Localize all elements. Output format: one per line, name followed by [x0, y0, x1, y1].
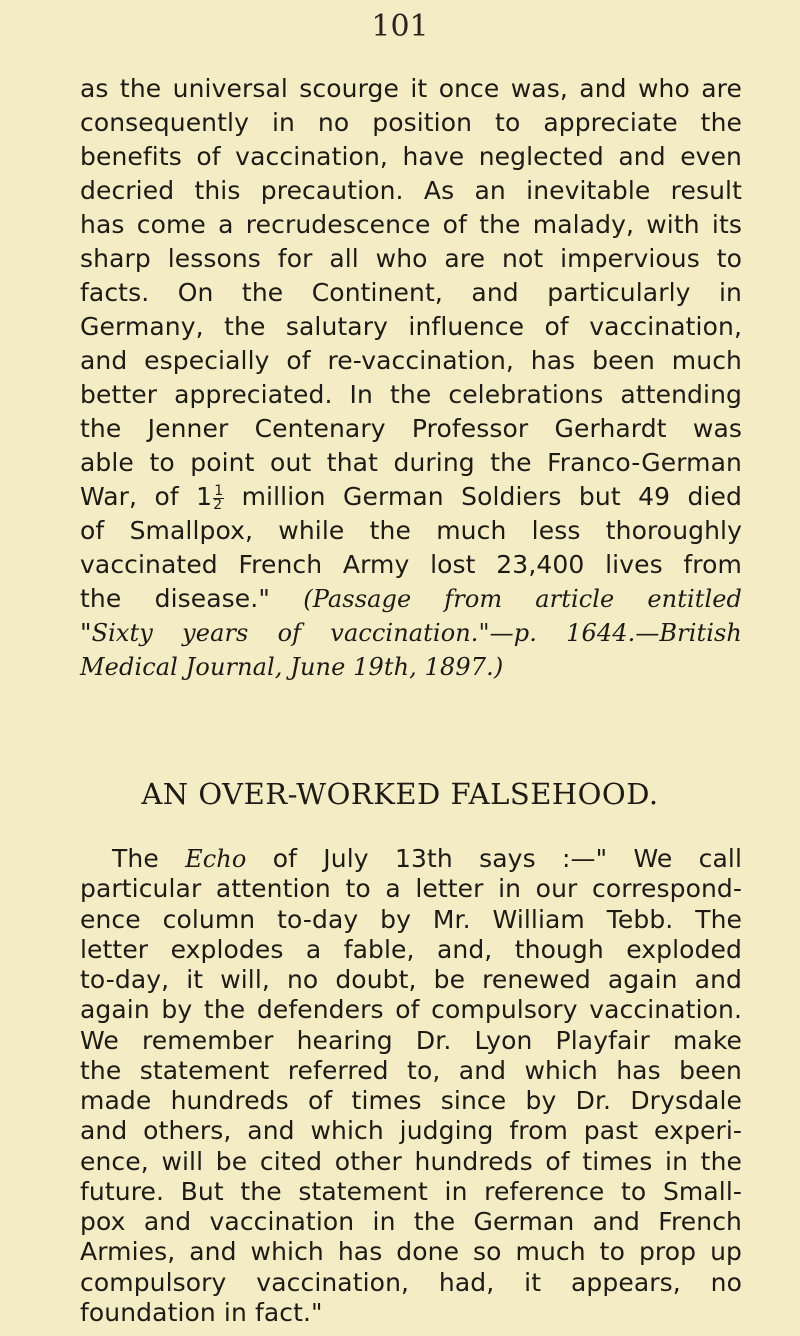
text-line: ence, will be cited other hundreds of times in the	[80, 1147, 742, 1176]
text-line: compulsory vaccination, had, it appears, no	[80, 1268, 742, 1297]
citation-title: Sixty years of vaccination."—p. 1644.—British	[91, 619, 742, 647]
newspaper-name: Echo	[185, 845, 247, 873]
text-line: better appreciated. In the celebrations attending	[80, 380, 742, 409]
text-line: again by the defenders of compulsory vaccination.	[80, 995, 742, 1024]
text-line: Armies, and which has done so much to prop up	[80, 1237, 742, 1266]
text-line: able to point out that during the Franco-German	[80, 448, 742, 477]
text-fragment: of July 13th says :—" We call	[272, 844, 743, 873]
text-line: the Jenner Centenary Professor Gerhardt was	[80, 414, 742, 443]
text-fragment: million German Soldiers but 49 died	[241, 482, 742, 511]
text-line: foundation in fact."	[80, 1298, 323, 1327]
text-line: sharp lessons for all who are not impervious to	[80, 244, 742, 273]
text-line: pox and vaccination in the German and French	[80, 1207, 742, 1236]
text-line: the statement referred to, and which has been	[80, 1056, 742, 1085]
text-line: consequently in no position to appreciate the	[80, 108, 742, 137]
text-line: and others, and which judging from past experi-	[80, 1116, 742, 1145]
text-line: particular attention to a letter in our correspond-	[80, 874, 742, 903]
text-line-with-fraction	[80, 480, 742, 514]
text-line: as the universal scourge it once was, and who are	[80, 74, 742, 103]
text-line: We remember hearing Dr. Lyon Playfair make	[80, 1026, 742, 1055]
text-line: has come a recrudescence of the malady, with its	[80, 210, 742, 239]
fraction	[213, 482, 224, 513]
text-line: Germany, the salutary influence of vaccination,	[80, 312, 742, 341]
fraction-whole: 1	[196, 482, 213, 511]
citation-intro: (Passage from article entitled	[303, 585, 743, 613]
mixed-number	[196, 480, 224, 514]
text-line: decried this precaution. As an inevitable result	[80, 176, 742, 205]
text-line	[80, 616, 742, 650]
page-number: 101	[371, 9, 429, 44]
text-line: benefits of vaccination, have neglected and even	[80, 142, 742, 171]
quote-open: "	[80, 618, 92, 647]
text-line: and especially of re-vaccination, has been much	[80, 346, 742, 375]
text-fragment: War, of	[80, 482, 179, 511]
text-line: to-day, it will, no doubt, be renewed again and	[80, 965, 742, 994]
text-line: of Smallpox, while the much less thoroughly	[80, 516, 742, 545]
text-line: made hundreds of times since by Dr. Drysdale	[80, 1086, 742, 1115]
text-line: ence column to-day by Mr. William Tebb. The	[80, 905, 742, 934]
text-fragment: The	[112, 844, 159, 873]
quote-end: the disease."	[80, 584, 270, 613]
text-line: letter explodes a fable, and, though exploded	[80, 935, 742, 964]
section-heading: AN OVER-WORKED FALSEHOOD.	[141, 777, 659, 811]
text-line	[112, 842, 742, 876]
fraction-numerator: 1	[214, 482, 224, 499]
text-line: vaccinated French Army lost 23,400 lives from	[80, 550, 742, 579]
fraction-denominator: 2	[213, 496, 223, 513]
citation-source: Medical Journal, June 19th, 1897.)	[80, 653, 504, 681]
text-line: future. But the statement in reference to Small-	[80, 1177, 742, 1206]
text-line	[80, 582, 742, 616]
text-line: facts. On the Continent, and particularly in	[80, 278, 742, 307]
